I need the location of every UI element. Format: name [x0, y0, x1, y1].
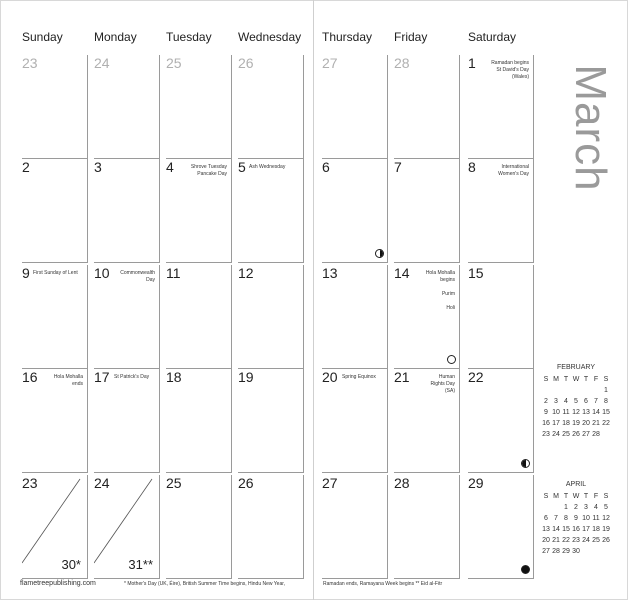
day-cell[interactable] — [94, 265, 160, 369]
mini-calendar-week — [541, 513, 611, 524]
mini-calendar-week — [541, 429, 611, 440]
mini-calendar-day: 14 — [552, 526, 560, 533]
mini-calendar-day: 21 — [592, 420, 600, 427]
mini-calendar-day: 26 — [602, 537, 610, 544]
day-event-note — [249, 164, 285, 171]
mini-calendar-day: 7 — [554, 515, 558, 522]
event-line: St Patrick's Day — [114, 374, 150, 380]
weekday-initial: T — [563, 493, 569, 500]
new-moon-icon — [521, 565, 530, 574]
day-number: 2 — [22, 159, 30, 175]
mini-calendar-day: 1 — [564, 504, 568, 511]
day-cell[interactable] — [394, 475, 460, 579]
day-cell[interactable] — [322, 159, 388, 263]
mini-calendar-day: 17 — [552, 420, 560, 427]
day-event-note — [498, 164, 529, 178]
mini-calendar-day: 19 — [602, 526, 610, 533]
day-event-note — [114, 374, 149, 381]
mini-calendar-week — [541, 546, 611, 557]
weekday-initial: T — [583, 376, 589, 383]
day-number: 29 — [468, 475, 484, 491]
mini-calendar-day: 9 — [574, 515, 578, 522]
mini-calendar-day: 29 — [562, 548, 570, 555]
mini-calendar-day: 20 — [582, 420, 590, 427]
mini-calendar-day: 10 — [582, 515, 590, 522]
footnote-right: Ramadan ends, Ramayana Week begins ** Eid al-Fitr — [323, 581, 443, 587]
divider-line — [22, 479, 80, 563]
mini-calendar-day: 18 — [562, 420, 570, 427]
day-cell[interactable] — [394, 55, 460, 159]
mini-calendar-day: 13 — [542, 526, 550, 533]
mini-calendar-day: 9 — [544, 409, 548, 416]
day-event-note — [342, 374, 376, 381]
day-number: 23 — [22, 55, 38, 71]
day-event-note — [431, 374, 455, 395]
day-number: 24 — [94, 475, 110, 491]
event-line: Ash Wednesday — [249, 164, 286, 170]
mini-calendar-week — [541, 524, 611, 535]
mini-calendar-day: 17 — [582, 526, 590, 533]
mini-calendar-day — [541, 502, 551, 513]
day-cell[interactable] — [238, 55, 304, 159]
mini-calendar-day: 11 — [562, 409, 570, 416]
weekday-initial: W — [572, 493, 580, 500]
mini-calendar-day: 10 — [552, 409, 560, 416]
mini-calendar-day: 8 — [564, 515, 568, 522]
mini-calendar-day: 7 — [594, 398, 598, 405]
mini-calendar-day: 3 — [584, 504, 588, 511]
mini-calendar-day: 19 — [572, 420, 580, 427]
day-cell[interactable] — [468, 265, 534, 369]
weekday-initial: S — [543, 376, 549, 383]
day-cell[interactable] — [394, 369, 460, 473]
day-number: 14 — [394, 265, 410, 281]
mini-calendar-title: FEBRUARY — [557, 364, 595, 371]
day-cell[interactable] — [22, 159, 88, 263]
event-line: (SA) — [445, 388, 455, 394]
last-quarter-moon-icon — [521, 459, 530, 468]
day-name-wednesday: Wednesday — [238, 30, 302, 44]
mini-calendar-week — [541, 502, 611, 513]
day-cell[interactable] — [394, 265, 460, 369]
mini-calendar-day — [571, 385, 581, 396]
day-number: 12 — [238, 265, 254, 281]
month-name: March — [566, 64, 615, 192]
day-cell[interactable] — [22, 475, 88, 579]
day-cell[interactable] — [166, 265, 232, 369]
mini-calendar-day: 12 — [602, 515, 610, 522]
day-cell[interactable] — [238, 475, 304, 579]
day-cell[interactable] — [322, 475, 388, 579]
day-number: 13 — [322, 265, 338, 281]
mini-calendar-day: 21 — [552, 537, 560, 544]
day-number: 3 — [94, 159, 102, 175]
mini-calendar-february — [541, 364, 611, 440]
day-event-note — [120, 270, 155, 284]
day-number: 19 — [238, 369, 254, 385]
day-cell[interactable] — [94, 369, 160, 473]
mini-calendar-day: 28 — [592, 431, 600, 438]
day-number: 17 — [94, 369, 110, 385]
mini-calendar-table — [541, 491, 611, 557]
mini-calendar-week — [541, 418, 611, 429]
mini-calendar-april — [541, 481, 611, 557]
weekday-initial: T — [563, 376, 569, 383]
event-line — [426, 298, 455, 305]
mini-calendar-day: 22 — [562, 537, 570, 544]
weekday-initial: M — [553, 376, 559, 383]
mini-calendar-day: 8 — [604, 398, 608, 405]
day-name-thursday: Thursday — [322, 30, 373, 44]
day-number: 25 — [166, 475, 182, 491]
mini-calendar-day — [551, 502, 561, 513]
mini-calendar-day: 25 — [562, 431, 570, 438]
weekday-initial: S — [603, 493, 609, 500]
mini-calendar-day: 5 — [574, 398, 578, 405]
mini-calendar-week — [541, 535, 611, 546]
event-line: Shrove Tuesday — [190, 164, 227, 170]
day-number: 7 — [394, 159, 402, 175]
day-name-saturday: Saturday — [468, 30, 517, 44]
day-event-note — [54, 374, 83, 388]
day-cell[interactable] — [166, 369, 232, 473]
weekday-initial: M — [553, 493, 559, 500]
day-cell[interactable] — [22, 55, 88, 159]
mini-calendar-header — [541, 491, 611, 502]
mini-calendar-day: 26 — [572, 431, 580, 438]
day-number: 11 — [166, 265, 181, 281]
day-event-note — [426, 270, 455, 312]
mini-calendar-day: 23 — [542, 431, 550, 438]
mini-calendar-day: 5 — [604, 504, 608, 511]
mini-calendar-day: 18 — [592, 526, 600, 533]
event-line: First Sunday of Lent — [33, 270, 78, 276]
divider-line — [94, 479, 152, 563]
event-line — [426, 284, 455, 291]
weekday-initial: W — [572, 376, 580, 383]
day-number: 21 — [394, 369, 410, 385]
event-line: Rights Day — [430, 381, 455, 387]
day-number: 24 — [94, 55, 110, 71]
mini-calendar-day: 27 — [582, 431, 590, 438]
mini-calendar-day — [601, 429, 611, 440]
mini-calendar-day — [591, 385, 601, 396]
mini-calendar-day: 23 — [572, 537, 580, 544]
day-number: 9 — [22, 265, 30, 281]
mini-calendar-day: 2 — [574, 504, 578, 511]
mini-calendar-day: 6 — [544, 515, 548, 522]
publisher-footer: flametreepublishing.com — [20, 580, 96, 587]
day-number: 4 — [166, 159, 174, 175]
mini-calendar-day: 20 — [542, 537, 550, 544]
event-line: Purim — [441, 291, 455, 297]
mini-calendar-day: 12 — [572, 409, 580, 416]
day-name-friday: Friday — [394, 30, 428, 44]
day-number: 18 — [166, 369, 182, 385]
mini-calendar-day: 25 — [592, 537, 600, 544]
day-cell[interactable] — [94, 55, 160, 159]
weekday-initial: T — [583, 493, 589, 500]
event-line: begins — [440, 277, 455, 283]
event-line: St David's Day — [496, 67, 529, 73]
mini-calendar-day: 15 — [562, 526, 570, 533]
split-day-number: 30* — [61, 557, 81, 572]
mini-calendar-day: 28 — [552, 548, 560, 555]
mini-calendar-day: 2 — [544, 398, 548, 405]
day-number: 6 — [322, 159, 330, 175]
month-label — [566, 58, 614, 198]
full-moon-icon — [447, 355, 456, 364]
mini-calendar-day: 1 — [604, 387, 608, 394]
mini-calendar-day — [541, 385, 551, 396]
event-line: ends — [72, 381, 83, 387]
mini-calendar-day: 15 — [602, 409, 610, 416]
event-line: Spring Equinox — [342, 374, 376, 380]
mini-calendar-day: 3 — [554, 398, 558, 405]
mini-calendar-day: 11 — [592, 515, 600, 522]
mini-calendar-day: 16 — [572, 526, 580, 533]
event-line: Pancake Day — [197, 171, 227, 177]
day-name-monday: Monday — [94, 30, 137, 44]
day-cell[interactable] — [322, 265, 388, 369]
event-line: Hola Mohalla — [425, 270, 455, 276]
day-number: 8 — [468, 159, 476, 175]
mini-calendar-day: 24 — [552, 431, 560, 438]
day-cell[interactable] — [22, 265, 88, 369]
day-cell[interactable] — [322, 55, 388, 159]
day-cell[interactable] — [322, 369, 388, 473]
day-cell[interactable] — [468, 475, 534, 579]
day-number: 20 — [322, 369, 338, 385]
day-number: 27 — [322, 475, 338, 491]
mini-calendar-day: 22 — [602, 420, 610, 427]
event-line: (Wales) — [511, 74, 529, 80]
day-number: 27 — [322, 55, 338, 71]
day-cell[interactable] — [238, 159, 304, 263]
day-number: 26 — [238, 475, 254, 491]
mini-calendar-day — [561, 385, 571, 396]
day-number: 15 — [468, 265, 484, 281]
mini-calendar-week — [541, 407, 611, 418]
mini-calendar-day: 14 — [592, 409, 600, 416]
mini-calendar-day — [601, 546, 611, 557]
mini-calendar-day — [581, 385, 591, 396]
first-quarter-moon-icon — [375, 249, 384, 258]
mini-calendar-day — [591, 546, 601, 557]
day-cell[interactable] — [166, 159, 232, 263]
day-cell[interactable] — [22, 369, 88, 473]
day-number: 10 — [94, 265, 110, 281]
weekday-initial: S — [603, 376, 609, 383]
mini-calendar-title: APRIL — [565, 481, 587, 488]
mini-calendar-day: 4 — [594, 504, 598, 511]
page-fold — [313, 0, 314, 600]
day-cell[interactable] — [394, 159, 460, 263]
mini-calendar-day: 27 — [542, 548, 550, 555]
day-name-sunday: Sunday — [22, 30, 63, 44]
day-number: 26 — [238, 55, 254, 71]
day-cell[interactable] — [238, 265, 304, 369]
mini-calendar-day: 4 — [564, 398, 568, 405]
event-line: Women's Day — [498, 171, 529, 177]
day-event-note — [491, 60, 529, 81]
mini-calendar-day — [551, 385, 561, 396]
event-line: Day — [146, 277, 155, 283]
split-day-number: 31** — [128, 557, 153, 572]
event-line: Hola Mohalla — [53, 374, 83, 380]
mini-calendar-week — [541, 396, 611, 407]
day-cell[interactable] — [166, 475, 232, 579]
footnote-left: * Mother's Day (UK, Éire), British Summer Time begins, Hindu New Year, — [124, 581, 286, 587]
day-number: 28 — [394, 475, 410, 491]
day-number: 25 — [166, 55, 182, 71]
day-event-note — [33, 270, 78, 277]
day-name-tuesday: Tuesday — [166, 30, 212, 44]
day-cell[interactable] — [238, 369, 304, 473]
mini-calendar-header — [541, 374, 611, 385]
mini-calendar-day: 30 — [572, 548, 580, 555]
mini-calendar-day: 6 — [584, 398, 588, 405]
event-line: Human — [438, 374, 455, 380]
day-number: 23 — [22, 475, 38, 491]
event-line: Ramadan begins — [491, 60, 529, 66]
day-number: 28 — [394, 55, 410, 71]
day-cell[interactable] — [94, 159, 160, 263]
day-number: 22 — [468, 369, 484, 385]
day-cell[interactable] — [468, 369, 534, 473]
weekday-initial: S — [543, 493, 549, 500]
day-number: 5 — [238, 159, 246, 175]
day-cell[interactable] — [166, 55, 232, 159]
day-number: 16 — [22, 369, 38, 385]
event-line: International — [501, 164, 529, 170]
mini-calendar-day — [581, 546, 591, 557]
day-event-note — [191, 164, 227, 178]
mini-calendar-table — [541, 374, 611, 440]
event-line: Commonwealth — [120, 270, 155, 276]
event-line: Holi — [446, 305, 455, 311]
mini-calendar-day: 13 — [582, 409, 590, 416]
day-cell[interactable] — [94, 475, 160, 579]
weekday-initial: F — [593, 376, 599, 383]
day-cell[interactable] — [468, 159, 534, 263]
day-cell[interactable] — [468, 55, 534, 159]
mini-calendar-day: 16 — [542, 420, 550, 427]
day-number: 1 — [468, 55, 476, 71]
mini-calendar-week — [541, 385, 611, 396]
weekday-initial: F — [593, 493, 599, 500]
mini-calendar-day: 24 — [582, 537, 590, 544]
